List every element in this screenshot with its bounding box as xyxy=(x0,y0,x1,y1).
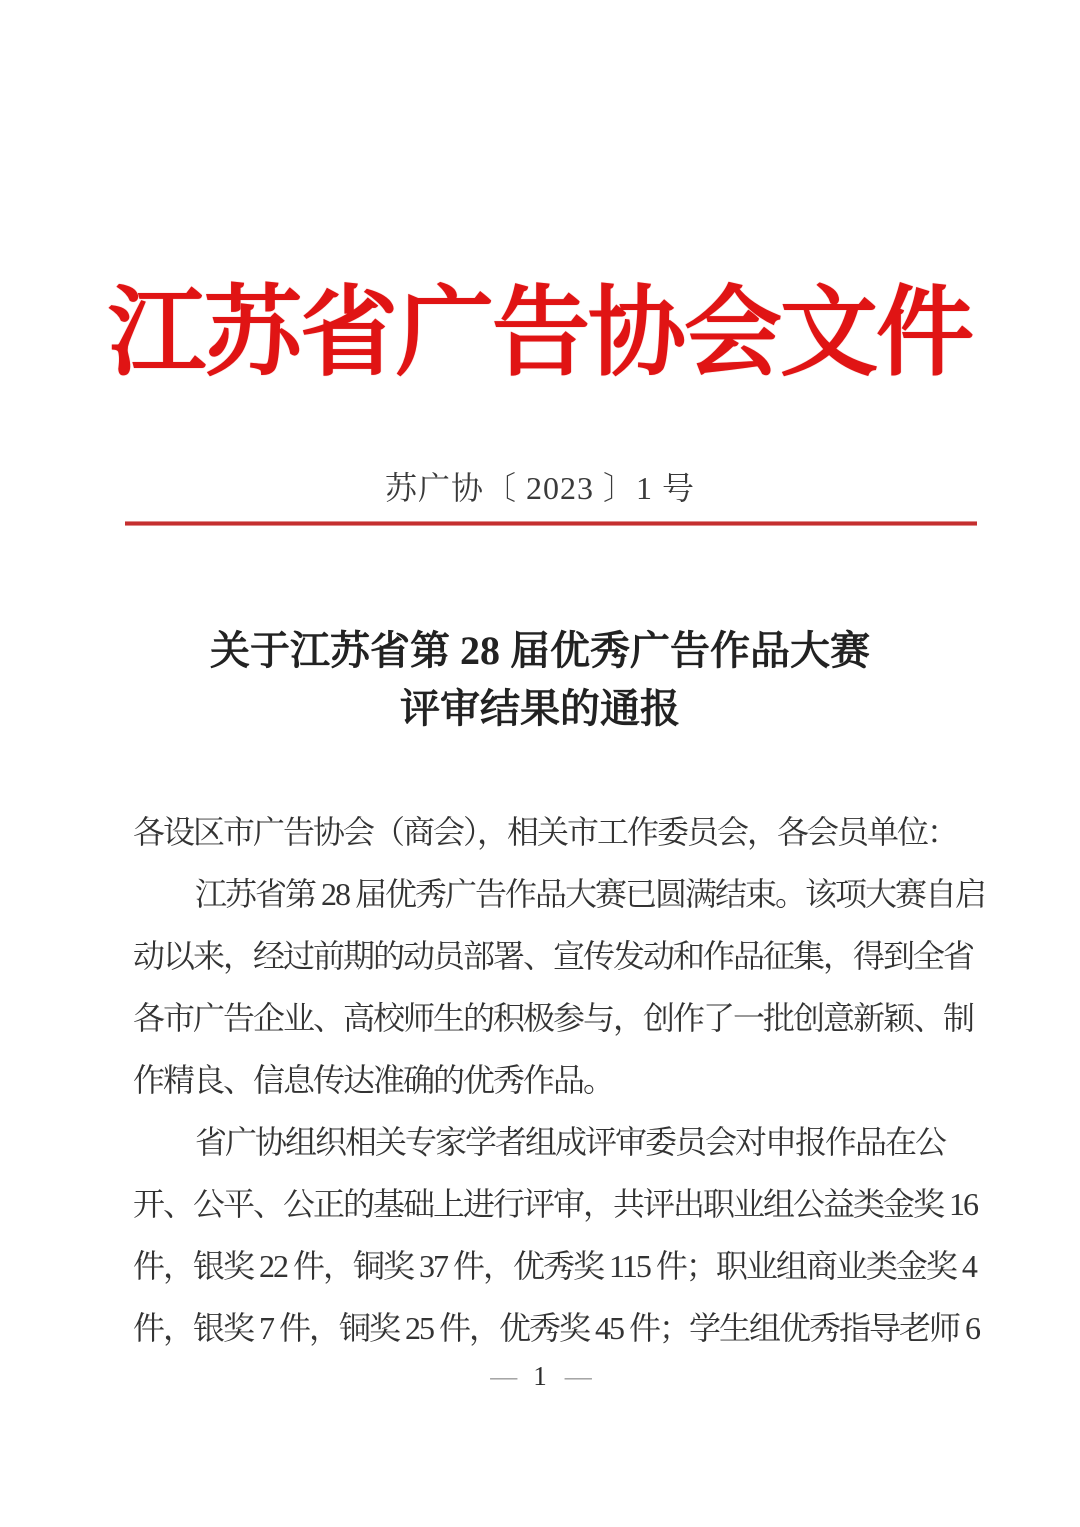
page-number: 1 xyxy=(533,1361,547,1391)
body-line: 件，银奖 7 件，铜奖 25 件，优秀奖 45 件；学生组优秀指导老师 6 xyxy=(133,1310,980,1346)
document-title-line-1: 关于江苏省第 28 届优秀广告作品大赛 xyxy=(210,628,870,673)
body-line-salutation: 各设区市广告协会（商会），相关市工作委员会，各会员单位： xyxy=(133,814,958,850)
body-line: 江苏省第 28 届优秀广告作品大赛已圆满结束。该项大赛自启 xyxy=(195,876,986,912)
footer-dash-right: — xyxy=(564,1361,590,1391)
body-line: 各市广告企业、高校师生的积极参与，创作了一批创意新颖、制 xyxy=(133,1000,974,1036)
letterhead-title: 江苏省广告协会文件 xyxy=(107,280,972,388)
document-title-line-2: 评审结果的通报 xyxy=(400,686,680,731)
body-line: 作精良、信息传达准确的优秀作品。 xyxy=(133,1062,614,1098)
body-line: 动以来，经过前期的动员部署、宣传发动和作品征集，得到全省 xyxy=(133,938,974,974)
footer-dash-left: — xyxy=(490,1361,516,1391)
red-divider-rule xyxy=(125,521,977,526)
body-line: 件，银奖 22 件，铜奖 37 件，优秀奖 115 件；职业组商业类金奖 4 xyxy=(133,1248,976,1284)
body-line: 开、公平、公正的基础上进行评审，共评出职业组公益类金奖 16 xyxy=(133,1186,978,1222)
document-number: 苏广协〔 2023 〕1 号 xyxy=(384,470,695,506)
document-title xyxy=(0,622,1080,738)
body-line: 省广协组织相关专家学者组成评审委员会对申报作品在公 xyxy=(195,1124,946,1160)
body-text xyxy=(133,801,986,1359)
page-number-footer xyxy=(0,1356,1080,1396)
